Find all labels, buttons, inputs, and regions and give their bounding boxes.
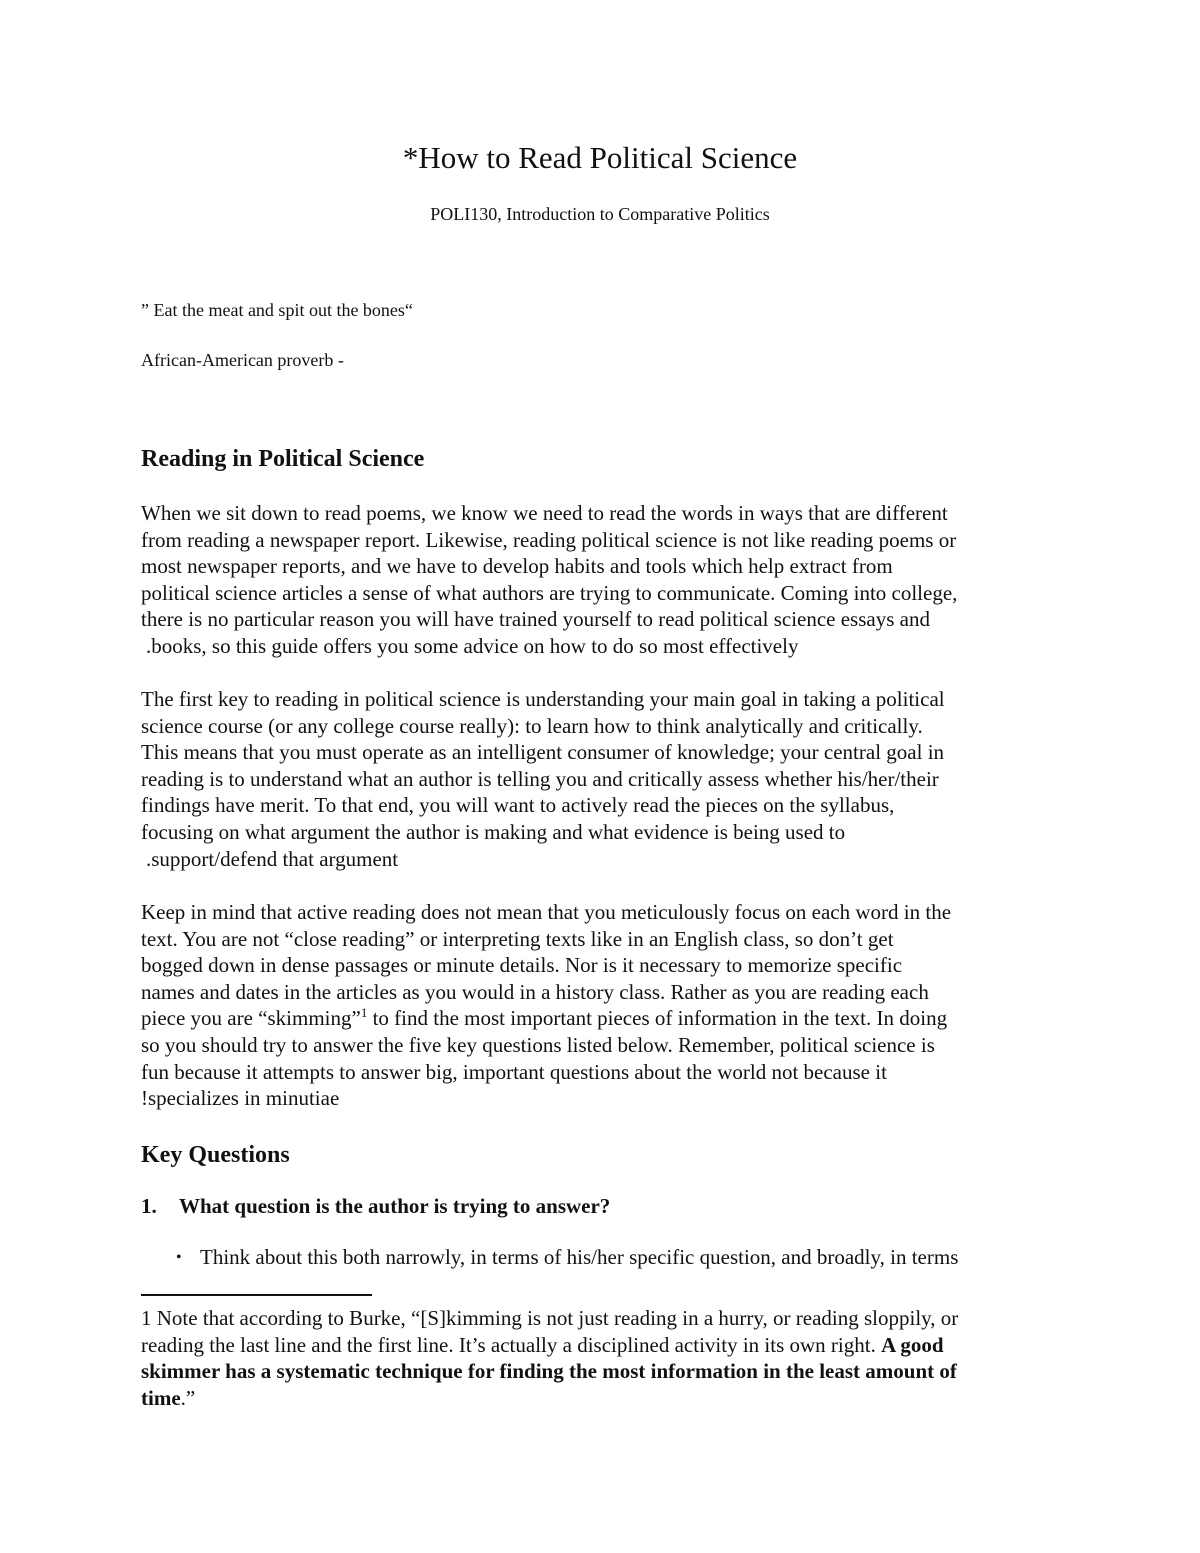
bullet-item	[176, 1245, 958, 1270]
paragraph-line: When we sit down to read poems, we know we need to read the words in ways that are different	[141, 501, 948, 525]
paragraph-line: focusing on what argument the author is making and what evidence is being used to	[141, 819, 846, 844]
paragraph-line: from reading a newspaper report. Likewise, reading political science is not like reading poems or	[141, 527, 957, 552]
footnote-bold-text: skimmer has a systematic technique for finding the most information in the least amount of	[141, 1359, 957, 1384]
paragraph-line: !specializes in minutiae	[141, 1086, 340, 1111]
footnote-text: reading the last line and the first line. It’s actually a disciplined activity in its own right.	[141, 1332, 882, 1357]
paragraph-line: names and dates in the articles as you would in a history class. Rather as you are reading each	[141, 979, 929, 1004]
item-text: What question is the author is trying to answer?	[179, 1194, 611, 1218]
paragraph-line: This means that you must operate as an intelligent consumer of knowledge; your central goal in	[141, 740, 945, 765]
paragraph-line: science course (or any college course really): to learn how to think analytically and critically.	[141, 713, 923, 738]
paragraph-line: bogged down in dense passages or minute details. Nor is it necessary to memorize specific	[141, 953, 903, 978]
paragraph-2	[141, 686, 1061, 872]
paragraph-line: The first key to reading in political science is understanding your main goal in taking a political	[141, 687, 945, 711]
paragraph-line: findings have merit. To that end, you will want to actively read the pieces on the syllabus,	[141, 793, 895, 818]
footnote-line: 1 Note that according to Burke, “[S]kimming is not just reading in a hurry, or reading sloppily, or	[141, 1306, 959, 1330]
paragraph-line: there is no particular reason you will have trained yourself to read political science essays and	[141, 607, 930, 632]
footnote-separator	[141, 1294, 372, 1296]
paragraph-line: .books, so this guide offers you some advice on how to do so most effectively	[146, 633, 799, 658]
paragraph-3	[141, 899, 1061, 1112]
numbered-item-1	[141, 1194, 610, 1219]
paragraph-line: so you should try to answer the five key questions listed below. Remember, political science is	[141, 1032, 935, 1057]
paragraph-1	[141, 500, 1061, 660]
document-title: *How to Read Political Science	[402, 140, 798, 175]
line-text: piece you are “skimming”	[141, 1006, 361, 1031]
paragraph-line: political science articles a sense of what authors are trying to communicate. Coming into college,	[141, 580, 958, 605]
paragraph-line: text. You are not “close reading” or interpreting texts like in an English class, so don’t get	[141, 926, 894, 951]
footnote	[141, 1305, 1066, 1411]
epigraph-attribution: African-American proverb -	[141, 350, 344, 370]
paragraph-line: .support/defend that argument	[146, 846, 399, 871]
footnote-bold-text: A good	[881, 1332, 944, 1357]
paragraph-line: fun because it attempts to answer big, important questions about the world not because it	[141, 1059, 887, 1084]
epigraph-quote: ” Eat the meat and spit out the bones“	[141, 300, 413, 320]
footnote-line	[141, 1385, 1066, 1412]
paragraph-line-with-footnote	[141, 1005, 1061, 1032]
bullet-icon: •	[176, 1249, 182, 1266]
section-heading-key-questions: Key Questions	[141, 1142, 290, 1168]
document-subtitle: POLI130, Introduction to Comparative Politics	[430, 204, 770, 224]
footnote-text: .”	[180, 1385, 196, 1410]
paragraph-line: reading is to understand what an author is telling you and critically assess whether his/her/their	[141, 766, 939, 791]
footnote-line	[141, 1358, 1066, 1385]
item-number: 1.	[141, 1194, 157, 1218]
paragraph-line: most newspaper reports, and we have to develop habits and tools which help extract from	[141, 554, 893, 579]
footnote-ref[interactable]: 1	[360, 1005, 368, 1021]
footnote-bold-text: time	[141, 1385, 181, 1410]
section-heading-reading: Reading in Political Science	[141, 446, 425, 472]
footnote-line	[141, 1332, 1066, 1359]
paragraph-line: Keep in mind that active reading does not mean that you meticulously focus on each word in the	[141, 900, 952, 924]
line-text: to find the most important pieces of information in the text. In doing	[367, 1006, 948, 1031]
bullet-text: Think about this both narrowly, in terms of his/her specific question, and broadly, in terms	[200, 1245, 959, 1269]
